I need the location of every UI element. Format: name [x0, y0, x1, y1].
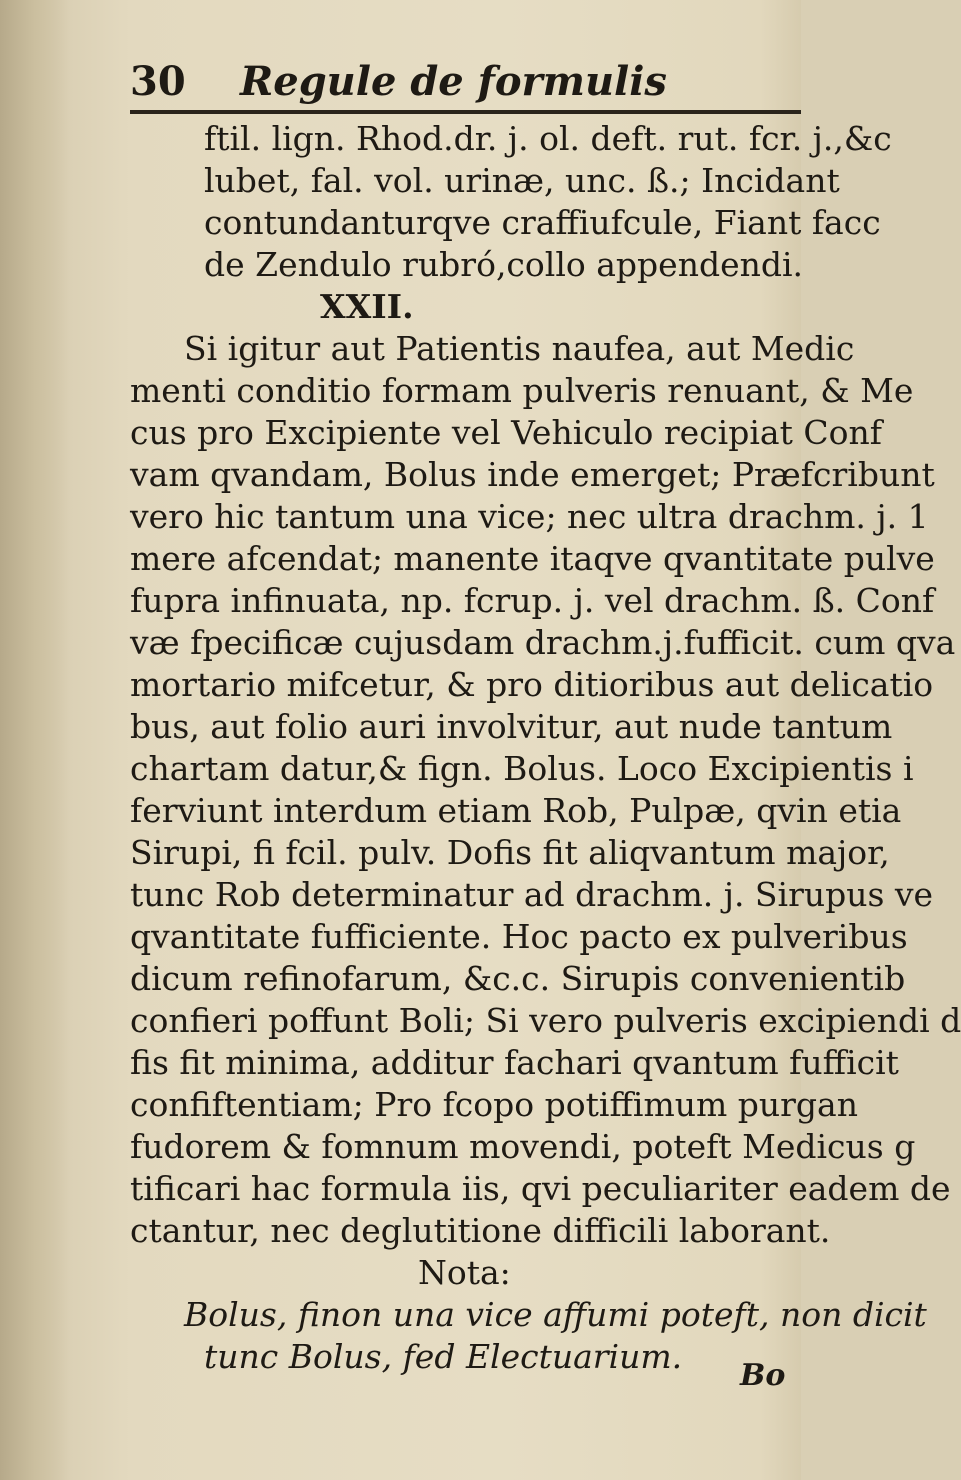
text-line: tunc Bolus, fed Electuarium.	[204, 1337, 683, 1376]
body-text	[130, 118, 961, 1378]
text-line: confiftentiam; Pro fcopo potiffimum purgan	[130, 1085, 858, 1124]
text-line: Bolus, finon una vice affumi poteft, non dicit	[184, 1295, 927, 1334]
text-line: mortario mifcetur, & pro ditioribus aut delicatio	[130, 665, 934, 704]
text-line: fis fit minima, additur fachari qvantum fufficit	[130, 1043, 899, 1082]
nota-heading: Nota:	[418, 1253, 511, 1292]
text-line: Si igitur aut Patientis naufea, aut Medic	[184, 329, 855, 368]
running-title: Regule de formulis	[240, 58, 667, 105]
text-line: vam qvandam, Bolus inde emerget; Præfcribunt	[130, 455, 935, 494]
text-line: fudorem & fomnum movendi, poteft Medicus g	[130, 1127, 916, 1166]
text-line: qvantitate fufficiente. Hoc pacto ex pulveribus	[130, 917, 908, 956]
page-gutter	[0, 0, 70, 1480]
header-rule	[130, 110, 801, 114]
text-line: menti conditio formam pulveris renuant, & Me	[130, 371, 914, 410]
text-line: bus, aut folio auri involvitur, aut nude tantum	[130, 707, 893, 746]
text-line: fupra infinuata, np. fcrup. j. vel drachm. ß. Conf	[130, 581, 935, 620]
text-line: chartam datur,& fign. Bolus. Loco Excipientis i	[130, 749, 914, 788]
text-line: confieri poffunt Boli; Si vero pulveris excipiendi d	[130, 1001, 961, 1040]
text-line: ctantur, nec deglutitione difficili laborant.	[130, 1211, 831, 1250]
text-line: lubet, fal. vol. urinæ, unc. ß.; Incidant	[204, 161, 840, 200]
catchword: Bo	[740, 1358, 786, 1393]
text-line: mere afcendat; manente itaqve qvantitate pulve	[130, 539, 935, 578]
text-line: tificari hac formula iis, qvi peculiariter eadem de	[130, 1169, 951, 1208]
text-line: tunc Rob determinatur ad drachm. j. Sirupus ve	[130, 875, 934, 914]
text-line: de Zendulo rubró,collo appendendi.	[204, 245, 804, 284]
section-number: XXII.	[320, 287, 414, 326]
text-line: cus pro Excipiente vel Vehiculo recipiat Conf	[130, 413, 882, 452]
text-line: dicum refinofarum, &c.c. Sirupis convenientib	[130, 959, 906, 998]
page-number: 30	[130, 58, 186, 105]
text-line: væ fpecificæ cujusdam drachm.j.fufficit. cum qva	[130, 623, 956, 662]
text-line: vero hic tantum una vice; nec ultra drachm. j. 1	[130, 497, 929, 536]
text-line: ferviunt interdum etiam Rob, Pulpæ, qvin etia	[130, 791, 902, 830]
text-line: ftil. lign. Rhod.dr. j. ol. deft. rut. fcr. j.,&c	[204, 119, 892, 158]
text-line: contundanturqve craffiufcule, Fiant facc	[204, 203, 881, 242]
text-line: Sirupi, fi fcil. pulv. Dofis fit aliqvantum major,	[130, 833, 890, 872]
running-head	[130, 58, 801, 108]
